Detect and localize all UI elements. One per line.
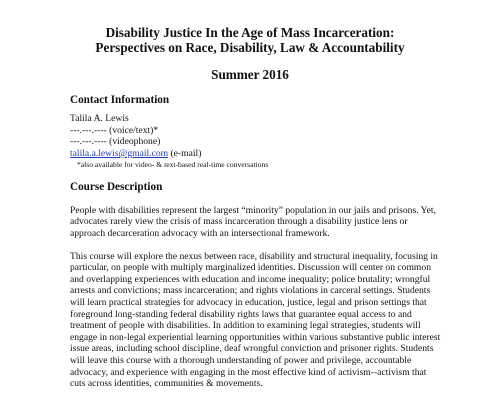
paragraph-line: People with disabilities represent the largest “minority” population in our jails and prisons. Yet, xyxy=(70,204,436,216)
paragraph-line: issue areas, including school discipline, deaf wrongful conviction and prisoner rights. Students xyxy=(70,343,434,355)
contact-email-suffix: (e-mail) xyxy=(168,148,202,160)
course-description-heading: Course Description xyxy=(70,180,163,193)
paragraph-line: treatment of people with disabilities. In addition to examining legal strategies, students will xyxy=(70,320,421,332)
course-description-paragraph-1 xyxy=(70,204,436,240)
contact-information-heading: Contact Information xyxy=(70,94,170,106)
contact-email-line xyxy=(70,148,430,160)
paragraph-line: advocacy, and experience with engaging in the most effective kind of activism--activism that xyxy=(70,366,427,378)
paragraph-line: and overlapping experiences with education and income inequality; police brutality; wrongful xyxy=(70,273,431,285)
contact-phone-voice: ---.---.---- (voice/text)* xyxy=(70,124,159,136)
contact-name: Talila A. Lewis xyxy=(70,113,129,124)
course-description-paragraph-2 xyxy=(70,250,441,390)
paragraph-line: will learn practical strategies for advocacy in education, justice, legal and prison settings that xyxy=(70,296,427,308)
paragraph-line: cuts across identities, communities & movements. xyxy=(70,378,263,390)
document-title-line-1: Disability Justice In the Age of Mass Incarceration: xyxy=(105,25,395,40)
paragraph-line: arrests and convictions; mass incarceration; and rights violations in carceral settings. Students xyxy=(70,285,431,297)
term-heading: Summer 2016 xyxy=(211,67,289,82)
paragraph-line: will leave this course with a thorough understanding of power and privilege, accountable xyxy=(70,354,412,366)
contact-footnote: *also available for video- & text-based real-time conversations xyxy=(77,159,269,169)
paragraph-line: This course will explore the nexus between race, disability and structural inequality, focusing in xyxy=(70,250,438,262)
paragraph-line: particular, on people with multiply marginalized identities. Discussion will center on common xyxy=(70,262,431,274)
paragraph-line: approach decarceration advocacy with an intersectional framework. xyxy=(70,228,330,239)
contact-email-link[interactable]: talila.a.lewis@gmail.com xyxy=(70,148,169,160)
paragraph-line: engage in non-legal experiential learning opportunities within various substantive public interest xyxy=(70,331,441,343)
paragraph-line: foreground long-standing federal disability rights laws that guarantee equal access to and xyxy=(70,308,412,320)
contact-phone-video: ---.---.---- (videophone) xyxy=(70,136,161,148)
paragraph-line: advocates rarely view the crisis of mass incarceration through a disability justice lens or xyxy=(70,216,408,228)
document-title-line-2: Perspectives on Race, Disability, Law & Accountability xyxy=(95,40,405,55)
contact-block xyxy=(70,113,430,170)
